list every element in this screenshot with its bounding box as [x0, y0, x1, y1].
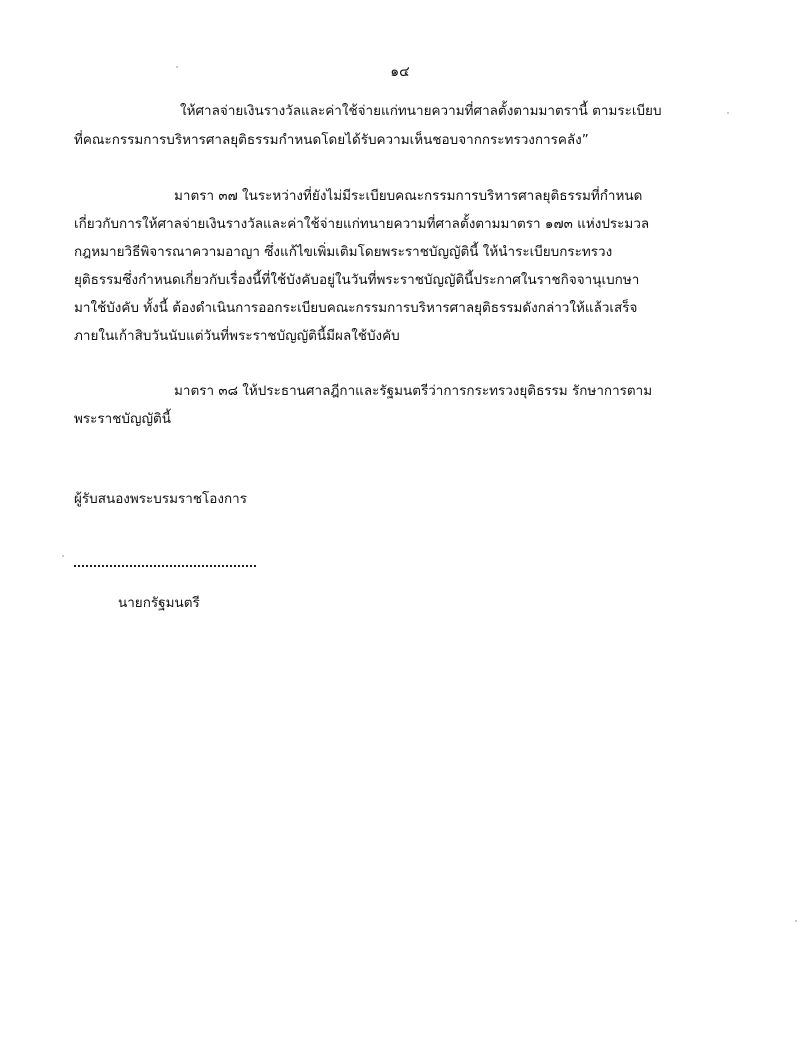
page-number: ๑๔	[390, 64, 410, 80]
section-38-line-2: พระราชบัญญัตินี้	[74, 411, 171, 427]
countersign-heading: ผู้รับสนองพระบรมราชโองการ	[74, 491, 247, 507]
section-38-line-1: มาตรา ๓๘ ให้ประธานศาลฎีกาและรัฐมนตรีว่าการกระทรวงยุติธรรม รักษาการตาม	[174, 383, 653, 399]
scan-speck	[727, 112, 729, 114]
paragraph-1-line-1: ให้ศาลจ่ายเงินรางวัลและค่าใช้จ่ายแก่ทนายความที่ศาลตั้งตามมาตรานี้ ตามระเบียบ	[180, 103, 662, 119]
paragraph-1-line-2: ที่คณะกรรมการบริหารศาลยุติธรรมกำหนดโดยได้รับความเห็นชอบจากกระทรวงการคลัง”	[74, 132, 589, 148]
scan-speck	[176, 66, 178, 68]
countersign-title: นายกรัฐมนตรี	[118, 595, 200, 611]
section-37-line-2: เกี่ยวกับการให้ศาลจ่ายเงินรางวัลและค่าใช้จ่ายแก่ทนายความที่ศาลตั้งตามมาตรา ๑๗๓ แห่งประมวล	[74, 216, 650, 232]
signature-line	[74, 565, 256, 567]
scan-speck	[62, 555, 64, 557]
section-37-line-5: มาใช้บังคับ ทั้งนี้ ต้องดำเนินการออกระเบียบคณะกรรมการบริหารศาลยุติธรรมดังกล่าวให้แล้วเสร็จ	[74, 300, 638, 316]
scan-speck	[795, 920, 797, 922]
section-37-line-6: ภายในเก้าสิบวันนับแต่วันที่พระราชบัญญัตินี้มีผลใช้บังคับ	[74, 328, 400, 344]
section-37-line-4: ยุติธรรมซึ่งกำหนดเกี่ยวกับเรื่องนี้ที่ใช้บังคับอยู่ในวันที่พระราชบัญญัตินี้ประกาศในราชกิจจานุเบกษา	[74, 272, 640, 288]
section-37-line-1: มาตรา ๓๗ ในระหว่างที่ยังไม่มีระเบียบคณะกรรมการบริหารศาลยุติธรรมที่กำหนด	[174, 188, 643, 204]
section-37-line-3: กฎหมายวิธีพิจารณาความอาญา ซึ่งแก้ไขเพิ่มเติมโดยพระราชบัญญัตินี้ ให้นำระเบียบกระทรวง	[74, 244, 613, 260]
